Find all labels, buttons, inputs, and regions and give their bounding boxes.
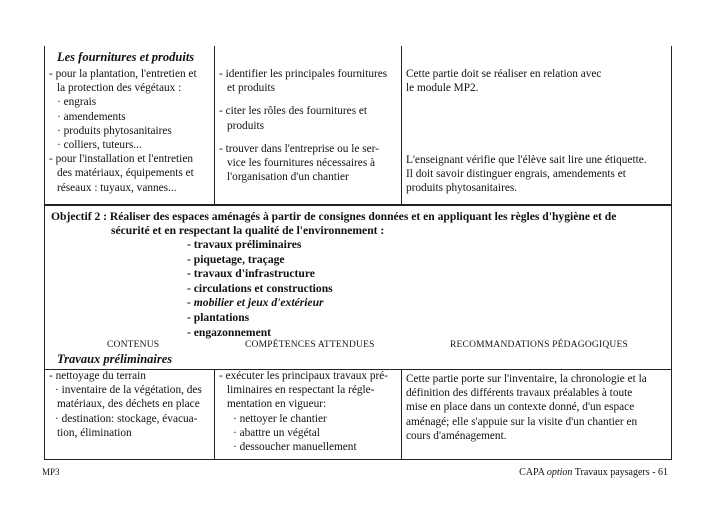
- skills-line: · nettoyer le chantier: [233, 412, 327, 425]
- skills-line: l'organisation d'un chantier: [227, 171, 349, 184]
- footer-module-code: MP3: [42, 467, 60, 477]
- contents-line: - pour l'installation et l'entretien: [49, 153, 193, 166]
- contents-line: · inventaire de la végétation, des: [55, 384, 202, 397]
- skills-line: · dessoucher manuellement: [233, 441, 357, 454]
- contents-line: des matériaux, équipements et: [57, 167, 194, 180]
- objective-item: - circulations et constructions: [187, 281, 333, 295]
- skills-line: - identifier les principales fournitures: [219, 68, 388, 80]
- contents-line: · amendements: [57, 110, 126, 123]
- skills-line: - trouver dans l'entreprise ou le ser-: [219, 142, 379, 155]
- objective-line: Objectif 2 : Réaliser des espaces aménagés à partir de consignes données et en appliquant les règles d'hygiène et de: [51, 210, 617, 223]
- skills-line: liminaires en respectant la régle-: [227, 384, 375, 397]
- contents-line: la protection des végétaux :: [57, 82, 182, 95]
- skills-line: et produits: [227, 82, 276, 95]
- recommendation-line: aménagé; elle s'appuie sur la visite d'un chantier en: [406, 415, 638, 428]
- objective-item: - plantations: [187, 310, 250, 324]
- contents-line: réseaux : tuyaux, vannes...: [57, 181, 177, 194]
- column-divider: [214, 46, 215, 204]
- recommendation-line: Il doit savoir distinguer engrais, amendements et: [406, 168, 626, 181]
- skills-column: [219, 369, 388, 454]
- recommendation-line: le module MP2.: [406, 82, 479, 95]
- column-divider: [401, 369, 402, 459]
- recommendation-line: définition des différents travaux préalables à toute: [406, 387, 633, 400]
- footer-option: option: [546, 467, 573, 478]
- objective-item: - engazonnement: [187, 325, 272, 339]
- contents-line: - pour la plantation, l'entretien et: [49, 68, 197, 80]
- recommendations-block: [406, 153, 647, 196]
- contents-line: matériaux, des déchets en place: [57, 398, 200, 411]
- objective-item: - travaux préliminaires: [187, 238, 302, 251]
- column-divider: [214, 369, 215, 459]
- recommendation-line: L'enseignant vérifie que l'élève sait lire une étiquette.: [406, 154, 647, 166]
- column-header-contents: CONTENUS: [107, 340, 160, 350]
- objective-items: [187, 238, 333, 340]
- contents-column: [49, 67, 197, 195]
- objective-item: - travaux d'infrastructure: [187, 267, 315, 281]
- contents-line: tion, élimination: [57, 426, 132, 439]
- objective-box: [44, 204, 672, 460]
- section-title-preliminary-works: Travaux préliminaires: [57, 352, 173, 366]
- contents-line: - nettoyage du terrain: [49, 370, 146, 382]
- section-title-supplies: Les fournitures et produits: [57, 50, 195, 64]
- footer-page-label: [519, 467, 668, 478]
- recommendation-line: mise en place dans un contexte donné, d'un espace: [406, 401, 635, 414]
- contents-line: · colliers, tuteurs...: [57, 139, 142, 152]
- skills-line: - exécuter les principaux travaux pré-: [219, 370, 389, 382]
- skills-line: vice les fournitures nécessaires à: [227, 157, 376, 170]
- contents-line: · destination: stockage, évacua-: [55, 412, 198, 425]
- recommendation-line: Cette partie porte sur l'inventaire, la chronologie et la: [406, 373, 647, 385]
- supplies-table: [44, 46, 672, 205]
- objective-item: - piquetage, traçage: [187, 252, 285, 266]
- contents-column: [49, 369, 202, 440]
- contents-line: · engrais: [57, 96, 97, 109]
- recommendation-line: produits phytosanitaires.: [406, 182, 518, 195]
- footer-page-number: Travaux paysagers - 61: [574, 467, 668, 478]
- skills-column: [219, 67, 387, 184]
- objective-statement: [51, 210, 663, 238]
- column-header-recommendations: RECOMMANDATIONS PÉDAGOGIQUES: [450, 340, 628, 350]
- column-divider: [401, 46, 402, 204]
- recommendations-block: [406, 372, 647, 443]
- skills-line: · abattre un végétal: [233, 426, 320, 439]
- skills-line: - citer les rôles des fournitures et: [219, 105, 368, 118]
- footer-diploma: CAPA: [519, 467, 545, 478]
- skills-line: produits: [227, 119, 265, 132]
- objective-item: - mobilier et jeux d'extérieur: [187, 296, 324, 310]
- contents-line: · produits phytosanitaires: [57, 124, 172, 137]
- column-header-skills: COMPÉTENCES ATTENDUES: [245, 340, 375, 350]
- skills-line: mentation en vigueur:: [227, 398, 327, 411]
- objective-line: sécurité et en respectant la qualité de l'environnement :: [111, 224, 385, 237]
- recommendation-line: Cette partie doit se réaliser en relation avec: [406, 68, 602, 80]
- recommendations-block: [406, 67, 601, 95]
- recommendation-line: cours d'aménagement.: [406, 429, 507, 442]
